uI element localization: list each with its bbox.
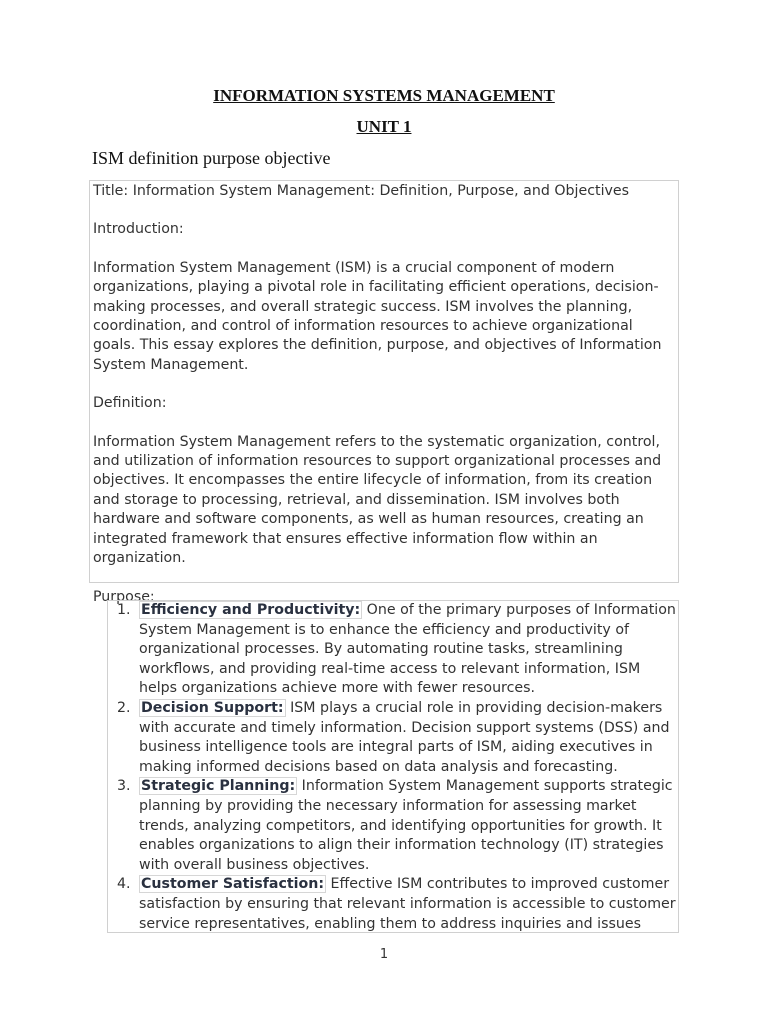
- list-term: Decision Support:: [141, 699, 284, 716]
- introduction-label: Introduction:: [93, 221, 184, 238]
- definition-paragraph: Information System Management refers to the systematic organization, control, and utilization of information resources to support organizational processes and objectives. It encompasses the entire lifecycle of information, from its creation and storage to processing, retrieval, and dissemination. ISM involves both hardware and software components, as well as human resources, creating an integrated framework that ensures effective information flow within an organization.: [93, 433, 662, 567]
- list-term: Strategic Planning:: [141, 778, 296, 795]
- unit-heading: UNIT 1: [356, 117, 412, 136]
- list-text: One of the primary purposes of Information System Management is to enhance the efficiency and productivity of organizational processes. By automating routine tasks, streamlining workflows, and providing real-time access to relevant information, ISM helps organizations achieve more with fewer resources.: [139, 602, 676, 697]
- list-text: ISM plays a crucial role in providing decision-makers with accurate and timely information. Decision support systems (DSS) and business intelligence tools are integral parts of ISM, aiding executives in making informed decisions based on data analysis and forecasting.: [139, 699, 670, 775]
- purpose-list-box: [107, 600, 679, 933]
- list-item: [108, 875, 678, 934]
- list-term: Customer Satisfaction:: [141, 876, 325, 893]
- definition-label: Definition:: [93, 395, 167, 412]
- document-title: INFORMATION SYSTEMS MANAGEMENT: [213, 86, 555, 105]
- list-number: 4.: [117, 876, 131, 893]
- essay-text-box: [89, 180, 679, 605]
- introduction-paragraph: Information System Management (ISM) is a crucial component of modern organizations, playing a pivotal role in facilitating efficient operations, decision-making processes, and overall strategic success. ISM involves the planning, coordination, and control of information resources to achieve organizational goals. This essay explores the definition, purpose, and objectives of Information System Management.: [93, 259, 662, 373]
- list-item: [108, 777, 678, 875]
- essay-title-line: Title: Information System Management: Definition, Purpose, and Objectives: [93, 183, 630, 199]
- purpose-list: [108, 601, 678, 934]
- list-text: Effective ISM contributes to improved customer satisfaction by ensuring that relevant information is accessible to customer service representatives, enabling them to address inquiries and issues: [139, 876, 676, 932]
- section-heading: ISM definition purpose objective: [92, 148, 331, 168]
- list-item: [108, 699, 678, 777]
- purpose-label: Purpose:: [93, 588, 155, 605]
- list-text: Information System Management supports strategic planning by providing the necessary information for assessing market trends, analyzing competitors, and identifying opportunities for growth. It enables organizations to align their information technology (IT) strategies with overall business objectives.: [139, 778, 673, 873]
- page-number: 1: [379, 947, 389, 962]
- list-item: [108, 601, 678, 699]
- list-number: 2.: [117, 699, 131, 716]
- list-term: Efficiency and Productivity:: [141, 602, 361, 618]
- list-number: 3.: [117, 778, 131, 795]
- list-number: 1.: [117, 602, 131, 618]
